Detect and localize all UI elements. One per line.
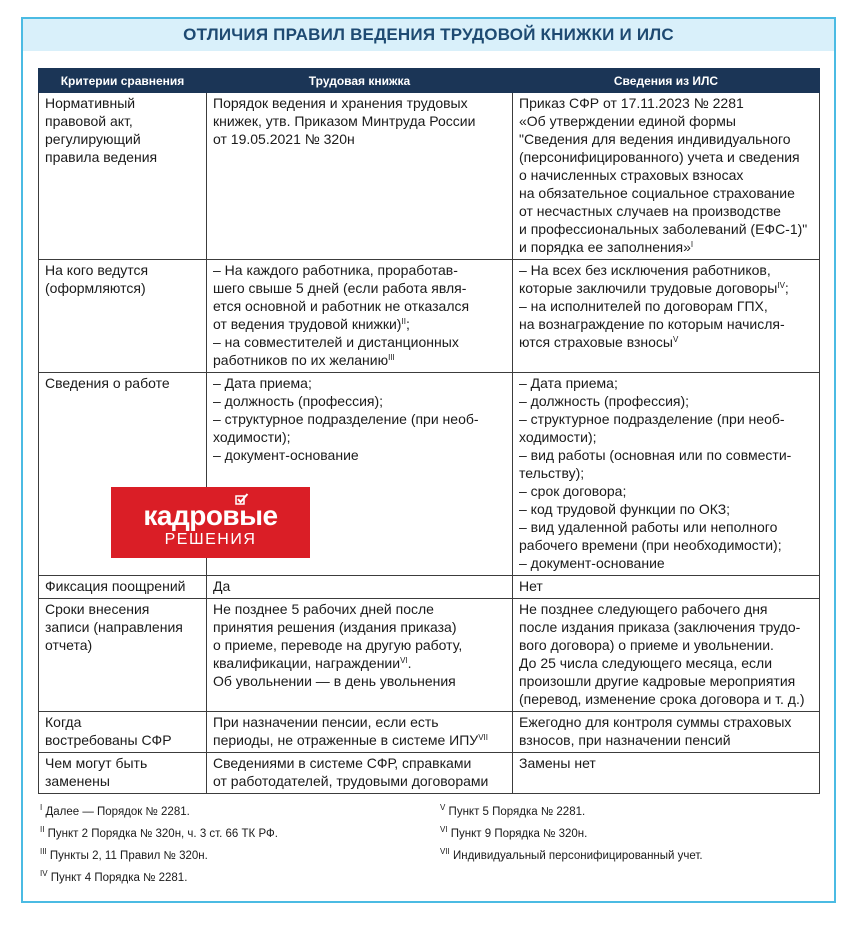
footnote: $^V$ Пункт 5 Порядка № 2281. bbox=[440, 803, 586, 818]
footnote: $^{VII}$ Индивидуальный персонифицированный учет. bbox=[440, 847, 703, 862]
criterion-cell: На кого ведутся (оформляются) bbox=[39, 260, 207, 373]
work-book-cell: Да bbox=[207, 576, 513, 599]
criterion-cell: Чем могут быть заменены bbox=[39, 753, 207, 794]
footnote: $^{IV}$ Пункт 4 Порядка № 2281. bbox=[40, 869, 188, 884]
footnote-ref: VII bbox=[478, 733, 488, 742]
ils-cell: Ежегодно для контроля суммы страховых взносов, при назначении пенсий bbox=[513, 712, 820, 753]
ils-cell: Нет bbox=[513, 576, 820, 599]
footnote: $^{III}$ Пункты 2, 11 Правил № 320н. bbox=[40, 847, 208, 862]
title-band bbox=[23, 19, 834, 51]
comparison-table bbox=[38, 68, 820, 794]
footnote-ref: I bbox=[690, 240, 694, 249]
footnote-ref: VI bbox=[400, 656, 408, 665]
table-row bbox=[39, 753, 820, 794]
criterion-cell: Фиксация поощрений bbox=[39, 576, 207, 599]
table-row bbox=[39, 260, 820, 373]
logo-word-1: кадровые bbox=[143, 500, 278, 531]
criterion-cell: Нормативный правовой акт, регулирующий правила ведения bbox=[39, 93, 207, 260]
work-book-cell: Сведениями в системе СФР, справками от работодателей, трудовыми договорами bbox=[207, 753, 513, 794]
table-row bbox=[39, 93, 820, 260]
logo-word-2: РЕШЕНИЯ bbox=[164, 531, 257, 548]
work-book-cell: Порядок ведения и хранения трудовых книжек, утв. Приказом Минтруда России от 19.05.2021 № 320н bbox=[207, 93, 513, 260]
footnote-ref: IV bbox=[777, 281, 785, 290]
table-row bbox=[39, 576, 820, 599]
header-work-book: Трудовая книжка bbox=[207, 69, 513, 93]
table-header-row bbox=[39, 69, 820, 93]
criterion-cell: Сроки внесения записи (направления отчета) bbox=[39, 599, 207, 712]
kadrovye-resheniya-logo bbox=[111, 487, 310, 558]
ils-cell: – Дата приема; – должность (профессия); – структурное подразделение (при необ- ходимости); – вид работы (основная или по совмести- тельству); – срок договора; – код трудовой функции по ОКЗ; – вид удаленной работы или неполного рабочего времени (при необходимости); – документ-основание bbox=[513, 373, 820, 576]
work-book-cell: При назначении пенсии, если есть периоды, не отраженные в системе $ИПУ^{VII}$ bbox=[207, 712, 513, 753]
header-ils: Сведения из ИЛС bbox=[513, 69, 820, 93]
table-row bbox=[39, 599, 820, 712]
criterion-cell: Сведения о работе bbox=[39, 373, 207, 576]
work-book-cell: – Дата приема; – должность (профессия); – структурное подразделение (при необ- ходимости); – документ-основание bbox=[207, 373, 513, 576]
footnote-ref: V bbox=[673, 335, 679, 344]
footnote: $^{VI}$ Пункт 9 Порядка № 320н. bbox=[440, 825, 588, 840]
ils-cell: Замены нет bbox=[513, 753, 820, 794]
footnote-ref: III bbox=[388, 353, 395, 362]
footnote: $^{II}$ Пункт 2 Порядка № 320н, ч. 3 ст. 66 ТК РФ. bbox=[40, 825, 278, 840]
criterion-cell: Когда востребованы СФР bbox=[39, 712, 207, 753]
ils-cell: Не позднее следующего рабочего дня после издания приказа (заключения трудо- вого договора) о приеме и увольнении. До 25 числа следующего месяца, если произошли другие кадровые мероприятия (перевод, изменение срока договора и т. д.) bbox=[513, 599, 820, 712]
footnote-ref: II bbox=[401, 317, 406, 326]
footnote: $^I$ Далее — Порядок № 2281. bbox=[40, 803, 190, 818]
header-criteria: Критерии сравнения bbox=[39, 69, 207, 93]
table-row bbox=[39, 712, 820, 753]
page-title: ОТЛИЧИЯ ПРАВИЛ ВЕДЕНИЯ ТРУДОВОЙ КНИЖКИ И ИЛС bbox=[183, 25, 674, 44]
ils-cell: – На всех без исключения работников, которые заключили трудовые договоры$^{IV}$; – на исполнителей по договорам ГПХ, на вознаграждение по которым начисля- ются страховые взносы$^V$ bbox=[513, 260, 820, 373]
ils-cell: Приказ СФР от 17.11.2023 № 2281 «Об утверждении единой формы "Сведения для ведения индивидуального (персонифицированного) учета и сведения о начисленных страховых взносах на обязательное социальное страхование от несчастных случаев на производстве и профессиональных заболеваний (ЕФС-1)" и порядка ее заполнения»$^I$ bbox=[513, 93, 820, 260]
work-book-cell: – На каждого работника, проработав- шего свыше 5 дней (если работа явля- ется основной и работник не отказался от ведения трудовой книжки)$^{II}$; – на совместителей и дистанционных работников по их желанию$^{III}$ bbox=[207, 260, 513, 373]
work-book-cell: Не позднее 5 рабочих дней после принятия решения (издания приказа) о приеме, переводе на другую работу, квалификации, награждении$^{VI}$. Об увольнении — в день увольнения bbox=[207, 599, 513, 712]
